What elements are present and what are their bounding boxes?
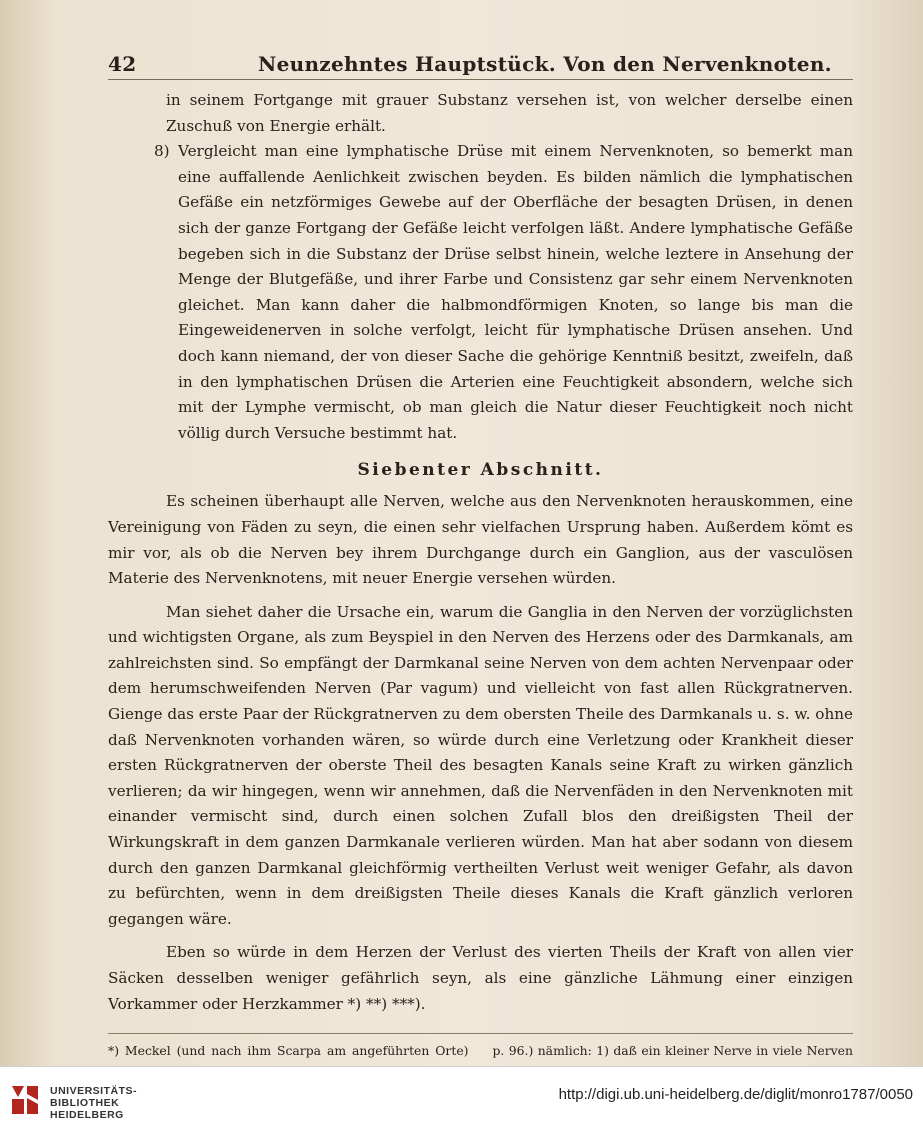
paragraph-1: Es scheinen überhaupt alle Nerven, welche aus den Nervenknoten herauskommen, eine Vereinigung von Fäden zu seyn, die einen sehr vielfachen Ursprung haben. Außerdem kömt es mir vor, als ob die Nerven bey ihrem Durchgange durch ein Ganglion, aus der vasculösen Materie des Nervenknotens, mit neuer Energie versehen würden. <box>108 492 853 588</box>
footnotes <box>108 1040 853 1066</box>
footnote-right-column: p. 96.) nämlich: 1) daß ein kleiner Nerve in viele Nerven <box>492 1043 853 1059</box>
page-content <box>108 52 853 1066</box>
library-name <box>50 1085 137 1121</box>
continuation-text: in seinem Fortgange mit grauer Substanz versehen ist, von welcher derselbe einen Zuschuß von Energie erhält. <box>166 91 853 135</box>
item-number: 8) <box>154 142 170 161</box>
section-heading: Siebenter Abschnitt. <box>357 460 604 481</box>
footnote-divider <box>108 1033 853 1034</box>
library-line-2: BIBLIOTHEK <box>50 1097 120 1109</box>
running-head: Neunzehntes Hauptstück. Von den Nervenknoten. <box>258 52 832 76</box>
item-text: Vergleicht man eine lymphatische Drüse mit einem Nervenknoten, so bemerkt man eine auffallende Aenlichkeit zwischen beyden. Es bilden nämlich die lymphatischen Gefäße ein netzförmiges Gewebe auf der Oberfläche der besagten Drüsen, in denen sich der ganze Fortgang der Gefäße leicht verfolgen läßt. Andere lymphatische Gefäße begeben sich in die Substanz der Drüse selbst hinein, welche leztere in Ansehung der Menge der Blutgefäße, und ihrer Farbe und Consistenz gar sehr einem Nervenknoten gleichet. Man kann daher die halbmondförmigen Knoten, so lange bis man die Eingeweidenerven in solche verfolgt, leicht für lymphatische Drüsen ansehen. Und doch kann niemand, der von dieser Sache die gehörige Kenntniß besitzt, zweifeln, daß in den lymphatischen Drüsen die Arterien eine Feuchtigkeit absondern, welche sich mit der Lymphe vermischt, ob man gleich die Natur dieser Feuchtigkeit noch nicht völlig durch Versuche bestimmt hat. <box>178 142 853 442</box>
page-header <box>108 52 853 80</box>
library-line-3: HEIDELBERG <box>50 1109 124 1121</box>
viewer-footer <box>0 1066 923 1136</box>
numbered-item-8 <box>108 139 853 446</box>
paragraph-3: Eben so würde in dem Herzen der Verlust des vierten Theils der Kraft von allen vier Säcken desselben weniger gefährlich seyn, als eine gänzliche Lähmung einer einzigen Vorkammer oder Herzkammer *) **) ***). <box>108 943 853 1013</box>
university-library-logo-icon <box>8 1080 42 1120</box>
paragraph-2: Man siehet daher die Ursache ein, warum die Ganglia in den Nerven der vorzüglichsten und wichtigsten Organe, als zum Beyspiel in den Nerven des Herzens oder des Darmkanals, am zahlreichsten sind. So empfängt der Darmkanal seine Nerven von dem achten Nervenpaar oder dem herumschweifenden Nerven (Par vagum) und vielleicht von fast allen Rückgratnerven. Gienge das erste Paar der Rückgratnerven zu dem obersten Theile des Darmkanals u. s. w. ohne daß Nervenknoten vorhanden wären, so würde durch eine Verletzung oder Krankheit dieser ersten Rückgratnerven der oberste Theil des besagten Kanals seine Kraft zu wirken gänzlich verlieren; da wir hingegen, wenn wir annehmen, daß die Nervenfäden in den Nervenknoten mit einander vermischt sind, durch einen solchen Zufall blos den dreißigsten Theil der Wirkungskraft in dem ganzen Darmkanale verlieren würden. Man hat aber sodann von diesem durch den ganzen Darmkanal gleichförmig vertheilten Verlust weit weniger Gefahr, als davon zu befürchten, wenn in dem dreißigsten Theile dieses Kanals die Kraft gänzlich verloren gegangen wäre. <box>108 602 853 928</box>
library-line-1: UNIVERSITÄTS- <box>50 1085 138 1097</box>
footnote-left-column: *) Meckel (und nach ihm Scarpa am angeführten Orte) <box>108 1043 469 1059</box>
permalink-url[interactable]: http://digi.ub.uni-heidelberg.de/diglit/monro1787/0050 <box>558 1086 913 1103</box>
page-number: 42 <box>108 52 137 76</box>
